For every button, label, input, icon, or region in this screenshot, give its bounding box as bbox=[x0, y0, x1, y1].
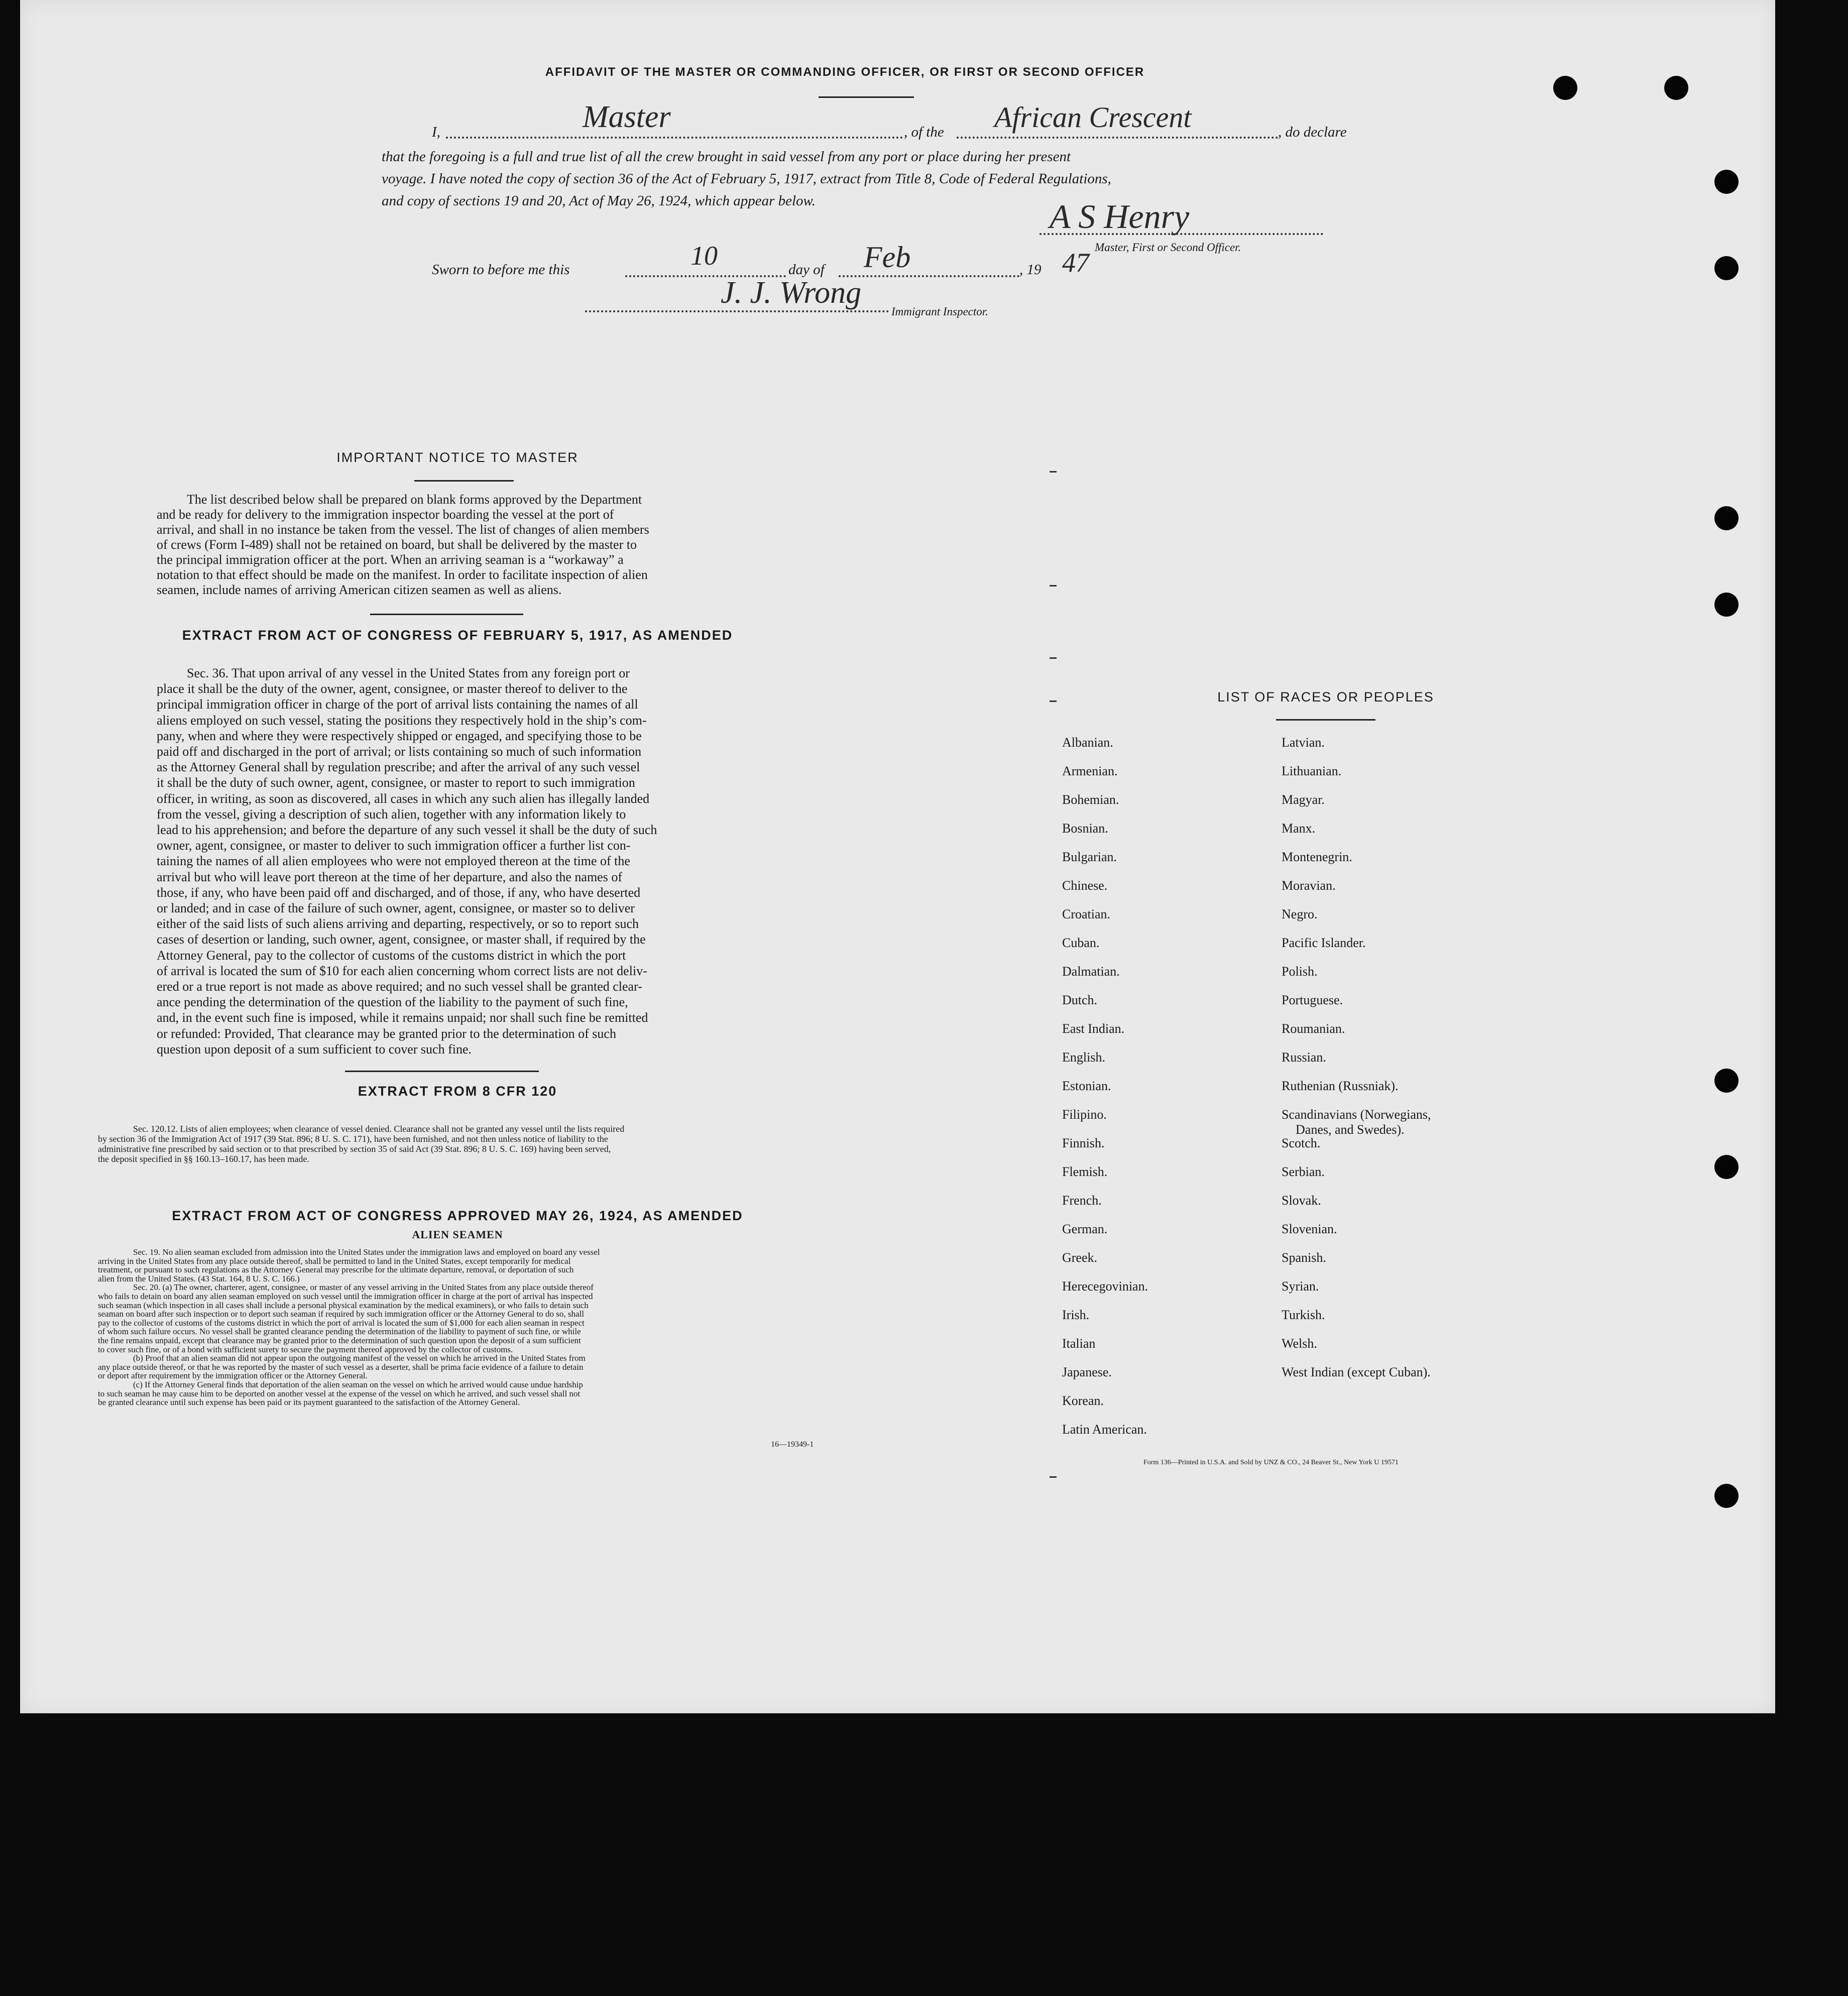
race-item: Herecegovinian. bbox=[1062, 1279, 1148, 1294]
year-prefix: , 19 bbox=[1019, 262, 1042, 278]
race-item: Serbian. bbox=[1282, 1164, 1325, 1179]
extract-line: those, if any, who have been paid off and discharged, and of those, if any, who have deserted bbox=[157, 885, 641, 900]
extract-1924-line: Sec. 19. No alien seaman excluded from admission into the United States under the immigration laws and employed on board any vessel bbox=[133, 1247, 600, 1257]
race-item: Bohemian. bbox=[1062, 792, 1119, 807]
punch-hole bbox=[1553, 76, 1577, 100]
handwritten-year: 47 bbox=[1062, 248, 1089, 278]
margin-mark bbox=[1050, 585, 1057, 586]
race-item: Dalmatian. bbox=[1062, 964, 1120, 979]
race-item: Ruthenian (Russniak). bbox=[1282, 1079, 1399, 1093]
handwritten-day: 10 bbox=[690, 241, 718, 271]
extract-1924-line: the fine remains unpaid, except that clearance may be granted prior to the determination of such question upon the deposit of a sum sufficient bbox=[98, 1335, 581, 1345]
extract-line: and, in the event such fine is imposed, while it remains unpaid; nor shall such fine be remitted bbox=[157, 1010, 648, 1025]
handwritten-signature: A S Henry bbox=[1050, 197, 1190, 236]
notice-end-rule bbox=[370, 614, 523, 615]
extract-line: from the vessel, giving a description of such alien, together with any information likely to bbox=[157, 806, 626, 821]
affidavit-of-the: , of the bbox=[904, 124, 944, 140]
punch-hole bbox=[1664, 76, 1688, 100]
day-of: day of bbox=[788, 262, 825, 278]
margin-mark bbox=[1050, 1476, 1057, 1478]
race-item: English. bbox=[1062, 1050, 1105, 1065]
affidavit-line: that the foregoing is a full and true list of all the crew brought in said vessel from any port or place during her present bbox=[382, 149, 1071, 165]
handwritten-month: Feb bbox=[864, 241, 911, 274]
cfr-line: Sec. 120.12. Lists of alien employees; when clearance of vessel denied. Clearance shall not be granted any vessel until the lists required bbox=[133, 1124, 625, 1134]
handwritten-name: Master bbox=[583, 100, 671, 134]
extract-line: Attorney General, pay to the collector of customs of the customs district in which the port bbox=[157, 948, 626, 963]
affidavit-line: voyage. I have noted the copy of section 36 of the Act of February 5, 1917, extract from Title 8, Code of Federal Regulations, bbox=[382, 171, 1111, 187]
extract-line: question upon deposit of a sum sufficient to cover such fine. bbox=[157, 1041, 472, 1056]
extract-line: pany, when and where they were respectively shipped or engaged, and specifying those to be bbox=[157, 728, 642, 743]
extract-line: either of the said lists of such aliens arriving and departing, respectively, or so to report such bbox=[157, 916, 639, 931]
race-item: Korean. bbox=[1062, 1393, 1104, 1408]
extract-line: cases of desertion or landing, such owner, agent, consignee, or master shall, if required by the bbox=[157, 932, 646, 947]
extract-line: taining the names of all alien employees who were not employed thereon at the time of the bbox=[157, 854, 630, 869]
race-item: West Indian (except Cuban). bbox=[1282, 1365, 1431, 1379]
race-item: Syrian. bbox=[1282, 1279, 1319, 1294]
extract-1917-heading: EXTRACT FROM ACT OF CONGRESS OF FEBRUARY 5, 1917, AS AMENDED bbox=[182, 628, 733, 643]
punch-hole bbox=[1714, 1155, 1739, 1179]
race-item: Spanish. bbox=[1282, 1250, 1326, 1265]
race-item: Russian. bbox=[1282, 1050, 1326, 1065]
affidavit-i: I, bbox=[432, 124, 440, 140]
extract-line: or landed; and in case of the failure of such owner, agent, consignee, or master so to deliver bbox=[157, 901, 635, 916]
extract-1924-line: any place outside thereof, or that he was reported by the master of such vessel as a deserter, shall be prima facie evidence of a failure to detain bbox=[98, 1362, 584, 1372]
extract-1924-body bbox=[98, 1248, 841, 1407]
extract-1924-line: such seaman (which inspection in all cases shall include a personal physical examination by the medical examiners), or who fails to detain such bbox=[98, 1300, 589, 1310]
extract-1924-line: to cover such fine, or of a bond with sufficient surety to secure the payment thereof approved by the collector of customs. bbox=[98, 1344, 513, 1354]
extract-1924-line: pay to the collector of customs of the customs district in which the port of arrival is located the sum of $1,000 for each alien seaman in respect bbox=[98, 1318, 585, 1328]
races-heading: LIST OF RACES OR PEOPLES bbox=[1217, 689, 1434, 705]
race-item: Roumanian. bbox=[1282, 1021, 1345, 1036]
signature-line bbox=[1040, 231, 1323, 235]
alien-seamen-subheading: ALIEN SEAMEN bbox=[412, 1228, 503, 1241]
race-item: Manx. bbox=[1282, 821, 1316, 836]
extract-1924-line: arriving in the United States from any place outside thereof, shall be permitted to land in the United States, except temporarily for medical bbox=[98, 1256, 571, 1266]
cfr-body bbox=[98, 1124, 841, 1164]
race-item: Moravian. bbox=[1282, 878, 1336, 893]
race-item: Latvian. bbox=[1282, 735, 1325, 750]
race-item: Armenian. bbox=[1062, 764, 1118, 778]
notice-rule bbox=[414, 480, 514, 482]
race-item: German. bbox=[1062, 1222, 1108, 1236]
notice-line: The list described below shall be prepared on blank forms approved by the Department bbox=[187, 492, 642, 507]
handwritten-vessel: African Crescent bbox=[994, 101, 1192, 134]
race-item: Croatian. bbox=[1062, 907, 1111, 921]
title-rule bbox=[819, 96, 914, 98]
printer-footer: Form 136—Printed in U.S.A. and Sold by UNZ & CO., 24 Beaver St., New York U 19571 bbox=[1143, 1459, 1399, 1466]
extract-1924-line: seaman on board after such inspection or to deport such seaman if required by such immigration officer or the Attorney General to do so, shall bbox=[98, 1309, 584, 1319]
race-item: Greek. bbox=[1062, 1250, 1098, 1265]
extract-1924-line: alien from the United States. (43 Stat. 164, 8 U. S. C. 166.) bbox=[98, 1273, 300, 1283]
extract-1924-heading: EXTRACT FROM ACT OF CONGRESS APPROVED MAY 26, 1924, AS AMENDED bbox=[172, 1208, 743, 1223]
extract-line: paid off and discharged in the port of arrival; or lists containing so much of such information bbox=[157, 744, 642, 759]
race-item: Danes, and Swedes). bbox=[1296, 1122, 1405, 1137]
extract-1924-line: (b) Proof that an alien seaman did not appear upon the outgoing manifest of the vessel on which he arrived in the United States from bbox=[133, 1353, 586, 1363]
margin-mark bbox=[1050, 471, 1057, 473]
margin-mark bbox=[1050, 700, 1057, 702]
race-item: Japanese. bbox=[1062, 1365, 1112, 1379]
notice-line: notation to that effect should be made on the manifest. In order to facilitate inspection of alien bbox=[157, 567, 648, 582]
extract-line: place it shall be the duty of the owner, agent, consignee, or master thereof to deliver to the bbox=[157, 681, 628, 696]
race-item: Albanian. bbox=[1062, 735, 1113, 750]
extract-1924-line: who fails to detain on board any alien seaman employed on such vessel until the immigration officer in charge at the port of arrival has inspected bbox=[98, 1291, 593, 1301]
race-item: Slovenian. bbox=[1282, 1222, 1337, 1236]
cfr-heading: EXTRACT FROM 8 CFR 120 bbox=[358, 1084, 557, 1099]
extract-1924-line: Sec. 20. (a) The owner, charterer, agent, consignee, or master of any vessel arriving in the United States from any place outside thereof bbox=[133, 1282, 594, 1293]
notice-body bbox=[157, 492, 759, 598]
race-item: Negro. bbox=[1282, 907, 1318, 921]
margin-mark bbox=[1050, 657, 1057, 659]
extract-1924-line: (c) If the Attorney General finds that deportation of the alien seaman on the vessel on which he arrived would cause undue hardship bbox=[133, 1379, 583, 1389]
extract-1924-line: treatment, or pursuant to such regulations as the Attorney General may prescribe for the ultimate departure, removal, or deportation of such bbox=[98, 1265, 574, 1275]
race-item: Montenegrin. bbox=[1282, 850, 1352, 864]
affidavit-declare: , do declare bbox=[1278, 124, 1347, 140]
race-item: Slovak. bbox=[1282, 1193, 1321, 1208]
sworn-prefix: Sworn to before me this bbox=[432, 262, 570, 278]
race-item: Portuguese. bbox=[1282, 993, 1343, 1007]
race-item: Latin American. bbox=[1062, 1422, 1147, 1437]
extract-line: or refunded: Provided, That clearance may be granted prior to the determination of such bbox=[157, 1026, 616, 1041]
inspector-caption: Immigrant Inspector. bbox=[891, 305, 988, 318]
affidavit-body bbox=[382, 146, 1373, 212]
signature-caption: Master, First or Second Officer. bbox=[1095, 241, 1241, 254]
extract-1924-line: to such seaman he may cause him to be deported on another vessel at the expense of the vessel on which he arrived, and such vessel shall not bbox=[98, 1388, 581, 1398]
race-item: Welsh. bbox=[1282, 1336, 1317, 1351]
extract-1917-body bbox=[157, 665, 759, 1057]
race-item: French. bbox=[1062, 1193, 1102, 1208]
race-item: Pacific Islander. bbox=[1282, 935, 1366, 950]
race-item: Finnish. bbox=[1062, 1136, 1105, 1150]
race-item: Estonian. bbox=[1062, 1079, 1111, 1093]
race-item: Bosnian. bbox=[1062, 821, 1108, 836]
race-item: Magyar. bbox=[1282, 792, 1325, 807]
punch-hole bbox=[1714, 593, 1739, 617]
cfr-line: by section 36 of the Immigration Act of 1917 (39 Stat. 896; 8 U. S. C. 171), have been furnished, and not then unless notice of liability to the bbox=[98, 1134, 608, 1144]
extract-line: aliens employed on such vessel, stating the positions they respectively hold in the ship’s com- bbox=[157, 713, 647, 728]
notice-line: of crews (Form I-489) shall not be retained on board, but shall be delivered by the master to bbox=[157, 537, 637, 552]
extract-1924-line: of whom such failure occurs. No vessel shall be granted clearance pending the determination of the liability to payment of such fine, or while bbox=[98, 1327, 581, 1337]
notice-line: the principal immigration officer at the port. When an arriving seaman is a “workaway” a bbox=[157, 552, 624, 567]
affidavit-line: and copy of sections 19 and 20, Act of May 26, 1924, which appear below. bbox=[382, 193, 816, 209]
form-code: 16—19349-1 bbox=[771, 1440, 814, 1449]
punch-hole bbox=[1714, 256, 1739, 280]
race-item: Dutch. bbox=[1062, 993, 1098, 1007]
extract-line: it shall be the duty of such owner, agent, consignee, or master to report to such immigration bbox=[157, 775, 635, 790]
notice-line: seamen, include names of arriving American citizen seamen as well as aliens. bbox=[157, 582, 562, 597]
punch-hole bbox=[1714, 506, 1739, 530]
races-rule bbox=[1276, 719, 1375, 721]
race-item: Polish. bbox=[1282, 964, 1318, 979]
document-page bbox=[20, 0, 1775, 1713]
race-item: Flemish. bbox=[1062, 1164, 1108, 1179]
extract-line: officer, in writing, as soon as discovered, all cases in which any such alien has illegally landed bbox=[157, 791, 650, 806]
cfr-line: administrative fine prescribed by said section or to that prescribed by section 35 of said Act (39 Stat. 896; 8 U. S. C. 169) having been served, bbox=[98, 1144, 611, 1154]
race-item: Scandinavians (Norwegians, bbox=[1282, 1107, 1431, 1122]
name-line bbox=[446, 123, 903, 139]
extract-line: arrival but who will leave port thereon at the time of her departure, and also the names of bbox=[157, 869, 622, 884]
extract-line: ered or a true report is not made as above required; and no such vessel shall be granted clear- bbox=[157, 979, 642, 994]
punch-hole bbox=[1714, 1069, 1739, 1093]
extract-1924-line: or deport after requirement by the immigration officer or the Attorney General. bbox=[98, 1371, 368, 1381]
extract-1924-line: be granted clearance until such expense has been paid or its payment guaranteed to the satisfaction of the Attorney General. bbox=[98, 1397, 520, 1407]
extract-line: ance pending the determination of the question of the liability to the payment of such fine, bbox=[157, 995, 628, 1010]
race-item: Scotch. bbox=[1282, 1136, 1321, 1150]
race-item: Turkish. bbox=[1282, 1308, 1325, 1322]
race-item: Chinese. bbox=[1062, 878, 1108, 893]
extract-line: lead to his apprehension; and before the departure of any such vessel it shall be the duty of such bbox=[157, 823, 657, 838]
race-item: Filipino. bbox=[1062, 1107, 1107, 1122]
extract-line: principal immigration officer in charge of the port of arrival lists containing the names of all bbox=[157, 697, 638, 712]
race-item: East Indian. bbox=[1062, 1021, 1125, 1036]
race-item: Italian bbox=[1062, 1336, 1096, 1351]
notice-line: arrival, and shall in no instance be taken from the vessel. The list of changes of alien members bbox=[157, 522, 649, 537]
race-item: Cuban. bbox=[1062, 935, 1100, 950]
race-item: Irish. bbox=[1062, 1308, 1090, 1322]
notice-heading: IMPORTANT NOTICE TO MASTER bbox=[336, 450, 579, 465]
race-item: Lithuanian. bbox=[1282, 764, 1342, 778]
race-item: Bulgarian. bbox=[1062, 850, 1117, 864]
extract-line: owner, agent, consignee, or master to deliver to such immigration officer a further list con- bbox=[157, 838, 631, 853]
extract-line: of arrival is located the sum of $10 for each alien concerning whom correct lists are not deliv- bbox=[157, 963, 647, 978]
extract-line: as the Attorney General shall by regulation prescribe; and after the arrival of any such vessel bbox=[157, 760, 640, 775]
cfr-line: the deposit specified in §§ 160.13–160.17, has been made. bbox=[98, 1154, 309, 1164]
notice-line: and be ready for delivery to the immigration inspector boarding the vessel at the port of bbox=[157, 507, 614, 522]
handwritten-inspector: J. J. Wrong bbox=[721, 276, 862, 310]
punch-hole bbox=[1714, 1484, 1739, 1508]
affidavit-title: AFFIDAVIT OF THE MASTER OR COMMANDING OFFICER, OR FIRST OR SECOND OFFICER bbox=[545, 65, 1145, 79]
punch-hole bbox=[1714, 170, 1739, 194]
cfr-rule bbox=[345, 1071, 539, 1072]
extract-line: Sec. 36. That upon arrival of any vessel in the United States from any foreign port or bbox=[187, 666, 630, 680]
